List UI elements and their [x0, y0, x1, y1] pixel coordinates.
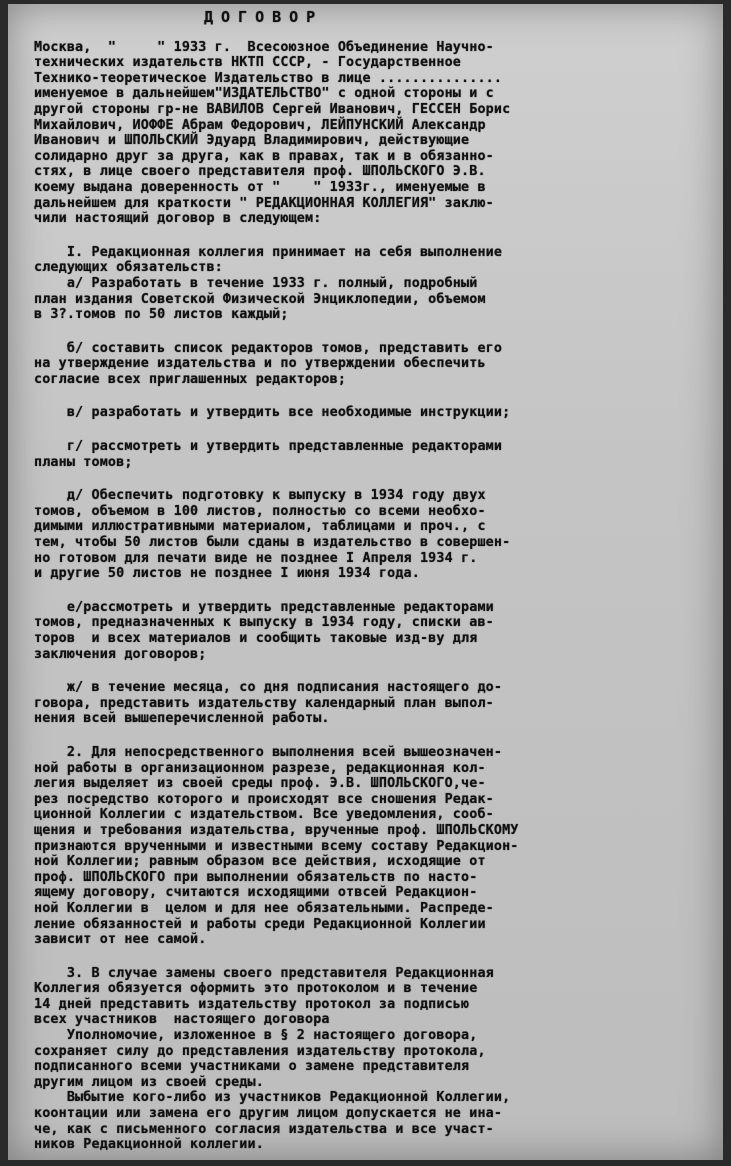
text-line: на утверждение издательства и по утверждении обеспечить [34, 356, 486, 372]
document-title: ДОГОВОР [204, 8, 324, 26]
section-2 [34, 745, 711, 948]
text-line: ной Коллегии; равным образом все действия, исходящие от [34, 854, 486, 870]
text-line: щения и требования издательства, врученные проф. ШПОЛЬСКОМУ [34, 822, 519, 838]
text-line: б/ составить список редакторов томов, представить его [34, 340, 503, 356]
text-line: Иванович и ШПОЛЬСКИЙ Эдуард Владимирович, действующие [34, 133, 470, 149]
item-v [34, 405, 711, 421]
text-line: томов, предназначенных к выпуску в 1934 году, списки ав- [34, 615, 494, 631]
text-line: в/ разработать и утвердить все необходимые инструкции; [34, 405, 511, 421]
text-line: но готовом для печати виде не позднее I Апреля 1934 г. [34, 550, 478, 566]
text-line: 14 дней представить издательству протокол за подписью [34, 996, 470, 1012]
text-line: говора, представить издательству календарный план выпол- [34, 695, 494, 711]
text-line: зависит от нее самой. [34, 932, 207, 948]
text-line: чили настоящий договор в следующем: [34, 211, 322, 227]
text-line: стях, в лице своего представителя проф. ШПОЛЬСКОГО Э.В. [34, 164, 486, 180]
text-line: всех участников настоящего договора [34, 1012, 330, 1028]
text-line: нения всей вышеперечисленной работы. [34, 711, 330, 727]
text-line: признаются врученными и известными всему составу Редакцион- [34, 838, 519, 854]
item-zh [34, 680, 711, 727]
text-line: коему выдана доверенность от " " 1933г., именуемые в [34, 179, 486, 195]
document-text [34, 10, 711, 1153]
text-line: солидарно друг за друга, как в правах, так и в обязанно- [34, 148, 494, 164]
item-g [34, 439, 711, 470]
text-line: тем, чтобы 50 листов были сданы в издательство в совершен- [34, 535, 511, 551]
text-line: д/ Обеспечить подготовку к выпуску в 1934 году двух [34, 488, 486, 504]
text-line: димыми иллюстративными материалом, таблицами и проч., с [34, 519, 486, 535]
text-line: г/ рассмотреть и утвердить представленные редакторами [34, 439, 503, 455]
text-line: ционной Коллегии с издательством. Все уведомления, сооб- [34, 807, 494, 823]
text-line: томов, объемом в 100 листов, полностью со всеми необхо- [34, 503, 486, 519]
document-page [8, 4, 723, 1160]
text-line: легия выделяет из своей среды проф. Э.В. ШПОЛЬСКОГО,че- [34, 776, 486, 792]
text-line: коонтации или замена его другим лицом допускается не ина- [34, 1106, 503, 1122]
item-e [34, 600, 711, 662]
preamble [34, 40, 711, 227]
text-line: а/ Разработать в течение 1933 г. полный, подробный [34, 275, 478, 291]
item-d [34, 488, 711, 582]
text-line: дальнейшем для краткости " РЕДАКЦИОННАЯ КОЛЛЕГИЯ" заклю- [34, 195, 494, 211]
text-line: и другие 50 листов не позднее I июня 1934 года. [34, 566, 420, 582]
text-line: заключения договоров; [34, 646, 207, 662]
text-line: другим лицом из своей среды. [34, 1074, 264, 1090]
text-line: рез посредство которого и происходят все сношения Редак- [34, 791, 494, 807]
text-line: ящему договору, считаются исходящими отвсей Редакцион- [34, 885, 478, 901]
text-line: в 3?.томов по 50 листов каждый; [34, 307, 289, 323]
text-line: Уполномочие, изложенное в § 2 настоящего договора, [34, 1028, 478, 1044]
text-line: план издания Советской Физической Энциклопедии, объемом [34, 291, 486, 307]
text-line: подписанного всеми участниками о замене представителя [34, 1059, 470, 1075]
text-line: 3. В случае замены своего представителя Редакционная [34, 965, 494, 981]
text-line: сохраняет силу до представления издательству протокола, [34, 1043, 486, 1059]
text-line: е/рассмотреть и утвердить представленные редакторами [34, 599, 494, 615]
section-3 [34, 966, 711, 1153]
text-line: технических издательств НКТП СССР, - Государственное [34, 55, 462, 71]
text-line: Михайлович, ИОФФЕ Абрам Федорович, ЛЕЙПУНСКИЙ Александр [34, 117, 486, 133]
text-line: ников Редакционной коллегии. [34, 1137, 264, 1153]
text-line: 2. Для непосредственного выполнения всей вышеозначен- [34, 744, 503, 760]
section-1-intro [34, 245, 711, 276]
text-line: че, как с письменного согласия издательства и все участ- [34, 1121, 494, 1137]
text-line: Выбытие кого-либо из участников Редакционной Коллегии, [34, 1090, 511, 1106]
text-line: ной работы в организационном разрезе, редакционная кол- [34, 760, 486, 776]
text-line: ной Коллегии в целом и для нее обязательными. Распреде- [34, 900, 494, 916]
text-line: именуемое в дальнейшем"ИЗДАТЕЛЬСТВО" с одной стороны и с [34, 86, 494, 102]
text-line: ж/ в течение месяца, со дня подписания настоящего до- [34, 680, 503, 696]
text-line: проф. ШПОЛЬСКОГО при выполнении обязательств по насто- [34, 869, 478, 885]
item-a [34, 276, 711, 323]
text-line: планы томов; [34, 454, 133, 470]
text-line: торов и всех материалов и сообщить таковые изд-ву для [34, 631, 478, 646]
text-line: другой стороны гр-не ВАВИЛОВ Сергей Иванович, ГЕССЕН Борис [34, 101, 511, 117]
text-line: согласие всех приглашенных редакторов; [34, 371, 347, 387]
text-line: Технико-теоретическое Издательство в лице ............... [34, 70, 503, 86]
text-line: I. Редакционная коллегия принимает на себя выполнение [34, 244, 503, 260]
text-line: Москва, " " 1933 г. Всесоюзное Объединение Научно- [34, 39, 494, 55]
text-line: следующих обязательств: [34, 260, 223, 276]
text-line: Коллегия обязуется оформить это протоколом и в течение [34, 981, 478, 997]
text-line: ление обязанностей и работы среди Редакционной Коллегии [34, 916, 486, 932]
item-b [34, 341, 711, 388]
